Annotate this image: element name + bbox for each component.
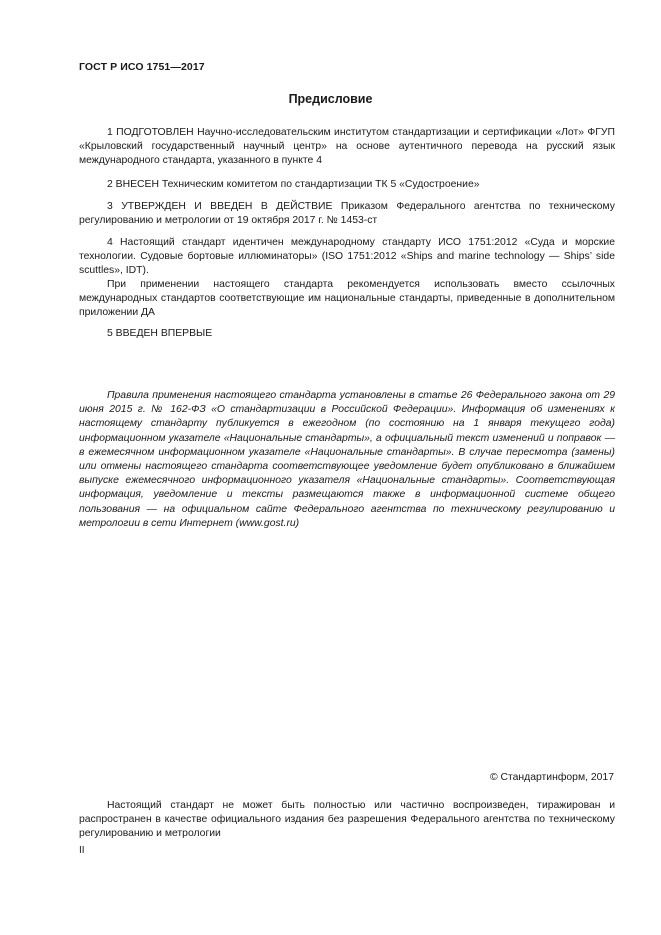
section-1 (79, 126, 615, 168)
application-rules-notice: Правила применения настоящего стандарта установлены в статье 26 Федерального закона от 29 июня 2015 г. № 162-ФЗ «О стандартизации в Российской Федерации». Информация об изменениях к настоящему стандарту публикуется в ежегодном (по состоянию на 1 января текущего года) информационном указателе «Национальные стандарты», а официальный текст изменений и поправок — в ежемесячном информационном указателе «Национальные стандарты». В случае пересмотра (замены) или отмены настоящего стандарта соответствующее уведомление будет опубликовано в ближайшем выпуске ежемесячного информационного указателя «Национальные стандарты». Соответствующая информация, уведомление и тексты размещаются также в информационной системе общего пользования — на официальном сайте Федерального агентства по техническому регулированию и метрологии в сети Интернет (www.gost.ru) (79, 390, 615, 529)
section-1-text: 1 ПОДГОТОВЛЕН Научно-исследовательским институтом стандартизации и сертификации «Лот» ФГУП «Крыловский государственный научный центр» на основе аутентичного перевода на русский язык международного стандарта, указанного в пункте 4 (79, 127, 615, 166)
section-2-text: 2 ВНЕСЕН Техническим комитетом по стандартизации ТК 5 «Судостроение» (107, 179, 480, 190)
section-2 (79, 178, 615, 192)
section-4 (79, 236, 615, 320)
section-3 (79, 200, 615, 228)
copyright-notice: © Стандартинформ, 2017 (489, 772, 614, 783)
reproduction-notice: Настоящий стандарт не может быть полностью или частично воспроизведен, тиражирован и распространен в качестве официального издания без разрешения Федерального агентства по техническому регулированию и метрологии (79, 800, 615, 839)
section-5-text: 5 ВВЕДЕН ВПЕРВЫЕ (107, 328, 213, 339)
section-4-note: При применении настоящего стандарта рекомендуется использовать вместо ссылочных международных стандартов соответствующие им национальные стандарты, приведенные в дополнительном приложении ДА (79, 279, 615, 318)
section-4-text: 4 Настоящий стандарт идентичен международному стандарту ИСО 1751:2012 «Суда и морские технологии. Судовые бортовые иллюминаторы» (ISO 1751:2012 «Ships and marine technology — Ships’ side scuttles», IDT). (79, 237, 615, 276)
standard-code: ГОСТ Р ИСО 1751—2017 (79, 61, 205, 73)
page-title: Предисловие (288, 92, 373, 106)
page-number: II (79, 845, 85, 856)
section-5 (79, 327, 615, 341)
section-3-text: 3 УТВЕРЖДЕН И ВВЕДЕН В ДЕЙСТВИЕ Приказом Федерального агентства по техническому регулированию и метрологии от 19 октября 2017 г. № 1453-ст (79, 201, 615, 226)
